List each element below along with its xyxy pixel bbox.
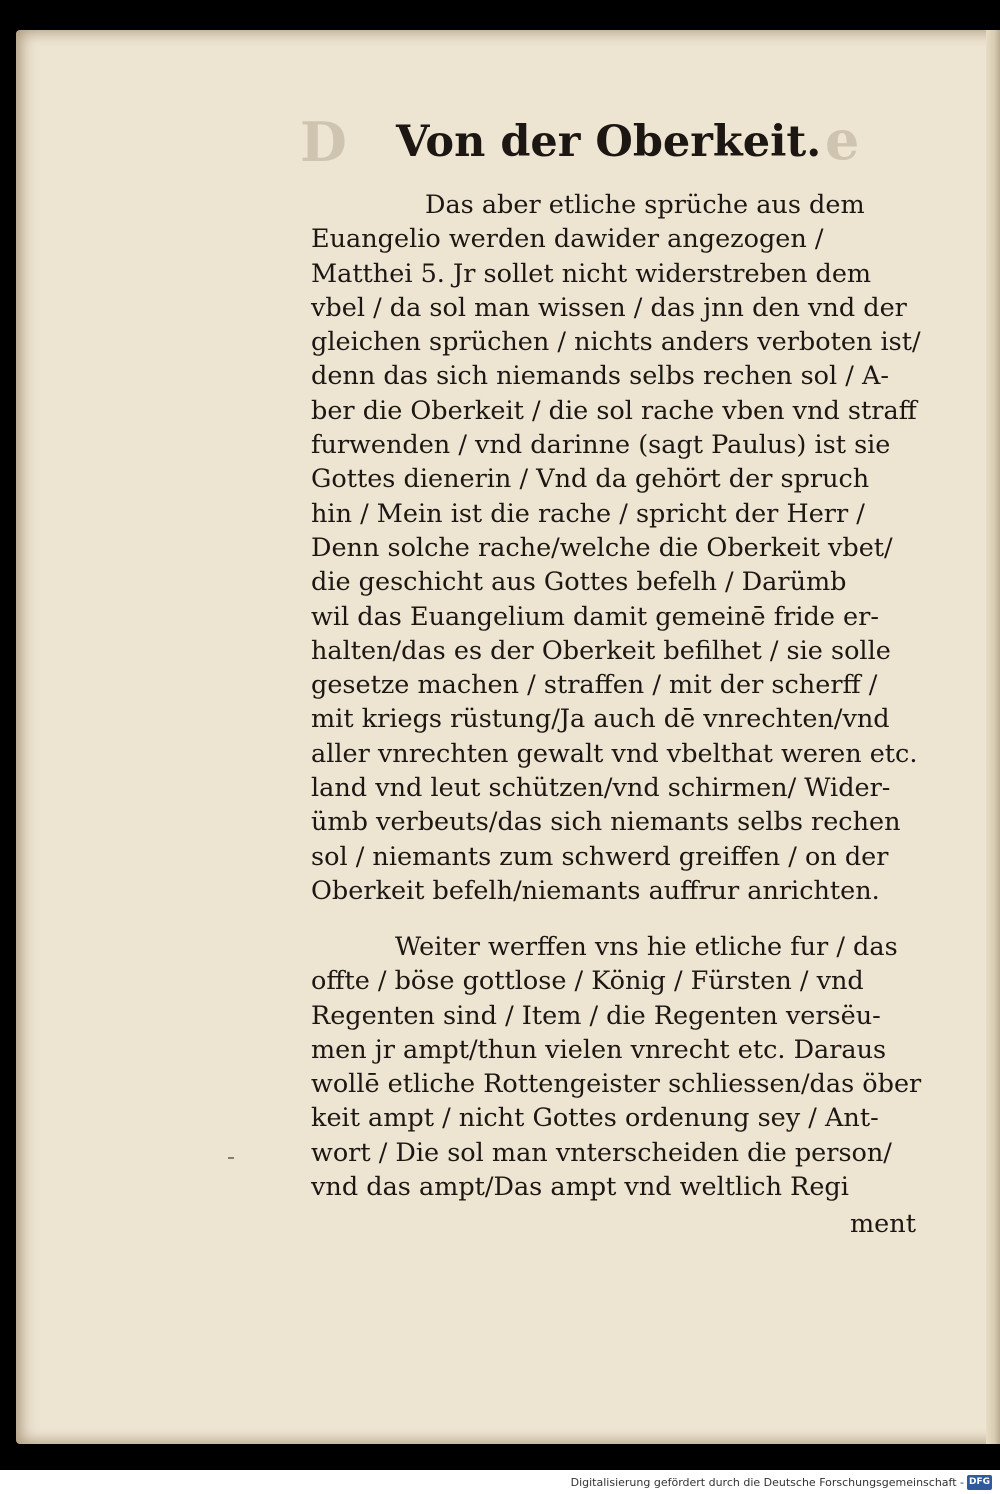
text-line: Regenten sind / Item / die Regenten versëu- xyxy=(311,1000,881,1031)
text-line: men jr ampt/thun vielen vnrecht etc. Daraus xyxy=(311,1034,887,1065)
ink-speck xyxy=(228,1157,234,1159)
text-line: land vnd leut schützen/vnd schirmen/ Wider- xyxy=(311,773,891,804)
text-line: hin / Mein ist die rache / spricht der Herr / xyxy=(311,498,865,529)
text-line: halten/das es der Oberkeit befilhet / sie solle xyxy=(311,635,891,666)
text-line: ümb verbeuts/das sich niemants selbs rechen xyxy=(311,807,901,838)
text-line: sol / niemants zum schwerd greiffen / on der xyxy=(311,841,889,872)
text-line: ber die Oberkeit / die sol rache vben vnd straff xyxy=(311,395,917,426)
text-line: furwenden / vnd darinne (sagt Paulus) ist sie xyxy=(311,430,891,461)
text-line: wort / Die sol man vnterscheiden die person/ xyxy=(311,1137,892,1168)
text-line: Oberkeit befelh/niemants auffrur anrichten. xyxy=(311,875,880,906)
funding-credit: Digitalisierung gefördert durch die Deutsche Forschungsgemeinschaft - xyxy=(570,1476,964,1489)
text-line: Matthei 5. Jr sollet nicht widerstreben dem xyxy=(311,258,872,289)
text-line: offte / böse gottlose / König / Fürsten / vnd xyxy=(311,966,864,997)
text-line: denn das sich niemands selbs rechen sol / A- xyxy=(311,361,890,392)
text-line: Das aber etliche sprüche aus dem xyxy=(425,190,865,220)
paragraph-1 xyxy=(311,188,923,908)
text-line: die geschicht aus Gottes befelh / Darümb xyxy=(311,567,847,598)
text-line: Gottes dienerin / Vnd da gehört der spruch xyxy=(311,464,870,495)
text-line: gesetze machen / straffen / mit der scherff / xyxy=(311,670,878,701)
text-line: keit ampt / nicht Gottes ordenung sey / Ant- xyxy=(311,1103,879,1134)
page-heading: Von der Oberkeit. xyxy=(396,117,822,167)
text-line: Weiter werffen vns hie etliche fur / das xyxy=(395,932,898,962)
text-line: Denn solche rache/welche die Oberkeit vbet/ xyxy=(311,532,893,563)
text-line: wollē etliche Rottengeister schliessen/das öber xyxy=(311,1069,922,1100)
text-line: aller vnrechten gewalt vnd vbelthat weren etc. xyxy=(311,738,918,769)
text-line: vbel / da sol man wissen / das jnn den vnd der xyxy=(311,292,907,323)
dfg-logo[interactable]: DFG xyxy=(967,1475,992,1490)
text-line: vnd das ampt/Das ampt vnd weltlich Regi xyxy=(311,1172,849,1203)
text-line: Euangelio werden dawider angezogen / xyxy=(311,224,824,255)
text-line: mit kriegs rüstung/Ja auch dē vnrechten/vnd xyxy=(311,704,890,735)
text-line: gleichen sprüchen / nichts anders verboten ist/ xyxy=(311,327,921,358)
paragraph-2 xyxy=(311,930,923,1204)
catchword: ment xyxy=(850,1209,916,1239)
show-through-mark-right: e xyxy=(825,108,860,172)
text-line: wil das Euangelium damit gemeinē fride er- xyxy=(311,601,879,632)
page-fore-edge xyxy=(986,30,1000,1444)
show-through-mark-left: D xyxy=(300,110,349,174)
